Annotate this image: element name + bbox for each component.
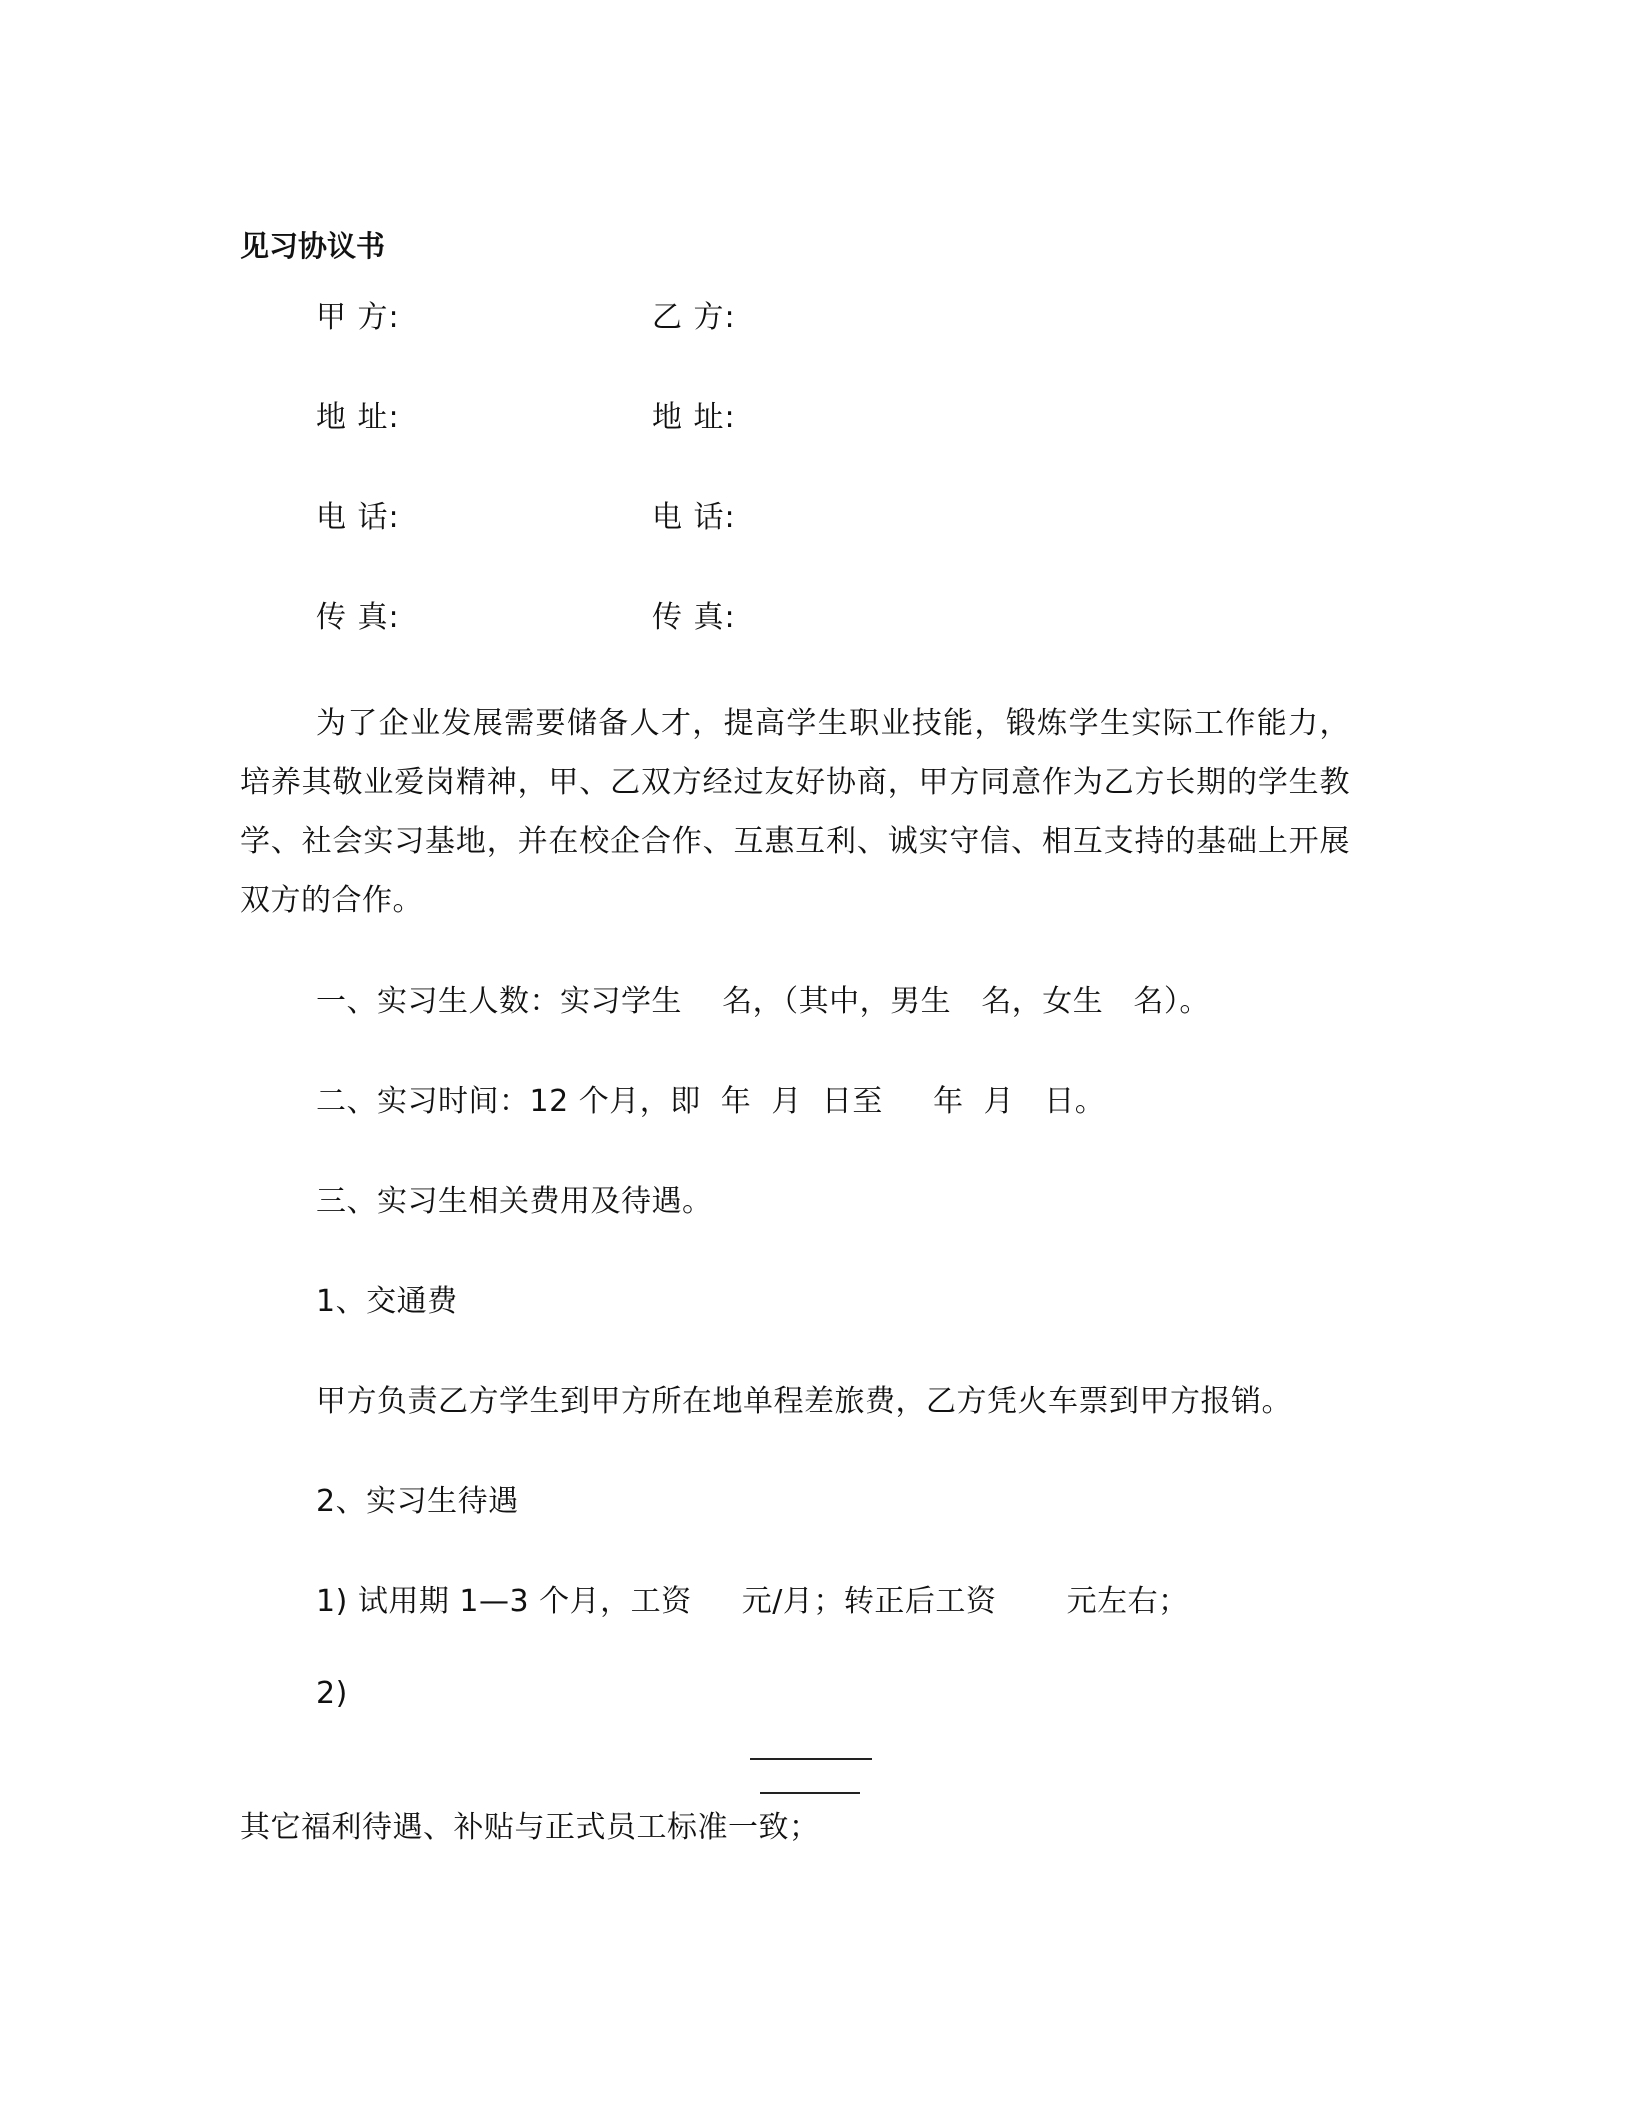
party-a-fax-label: 传 真:: [316, 600, 400, 635]
clause-fees-heading: 三、实习生相关费用及待遇。: [316, 1184, 713, 1219]
party-a-address-label: 地 址:: [316, 400, 400, 435]
document-title: 见习协议书: [240, 229, 386, 263]
intro-paragraph: 为了企业发展需要储备人才，提高学生职业技能，锻炼学生实际工作能力，培养其敬业爱岗精神，甲、乙双方经过友好协商，甲方同意作为乙方长期的学生教学、社会实习基地，并在校企合作、互惠互利、诚实守信、相互支持的基础上开展双方的合作。: [240, 706, 1350, 918]
clause-salary-item: 1) 试用期 1—3 个月，工资 元/月；转正后工资 元左右；: [316, 1584, 1189, 1619]
party-b-phone-label: 电 话:: [652, 500, 736, 535]
party-b-fax-label: 传 真:: [652, 600, 736, 635]
blank-underline-1: [750, 1758, 872, 1760]
last-line: 其它福利待遇、补贴与正式员工标准一致；: [240, 1810, 820, 1845]
clause-item-2: 2): [316, 1676, 348, 1711]
clause-transport-text: 甲方负责乙方学生到甲方所在地单程差旅费，乙方凭火车票到甲方报销。: [316, 1384, 1292, 1419]
party-a-name-label: 甲 方:: [316, 300, 400, 335]
clause-benefits-heading: 2、实习生待遇: [316, 1484, 519, 1519]
party-b-address-label: 地 址:: [652, 400, 736, 435]
clause-transport-heading: 1、交通费: [316, 1284, 458, 1319]
party-b-name-label: 乙 方:: [652, 300, 736, 335]
party-a-phone-label: 电 话:: [316, 500, 400, 535]
blank-underline-2: [760, 1792, 860, 1794]
clause-intern-period: 二、实习时间：12 个月，即 年 月 日至 年 月 日。: [316, 1084, 1106, 1119]
clause-intern-count: 一、实习生人数：实习学生 名，（其中，男生 名，女生 名）。: [316, 984, 1210, 1019]
